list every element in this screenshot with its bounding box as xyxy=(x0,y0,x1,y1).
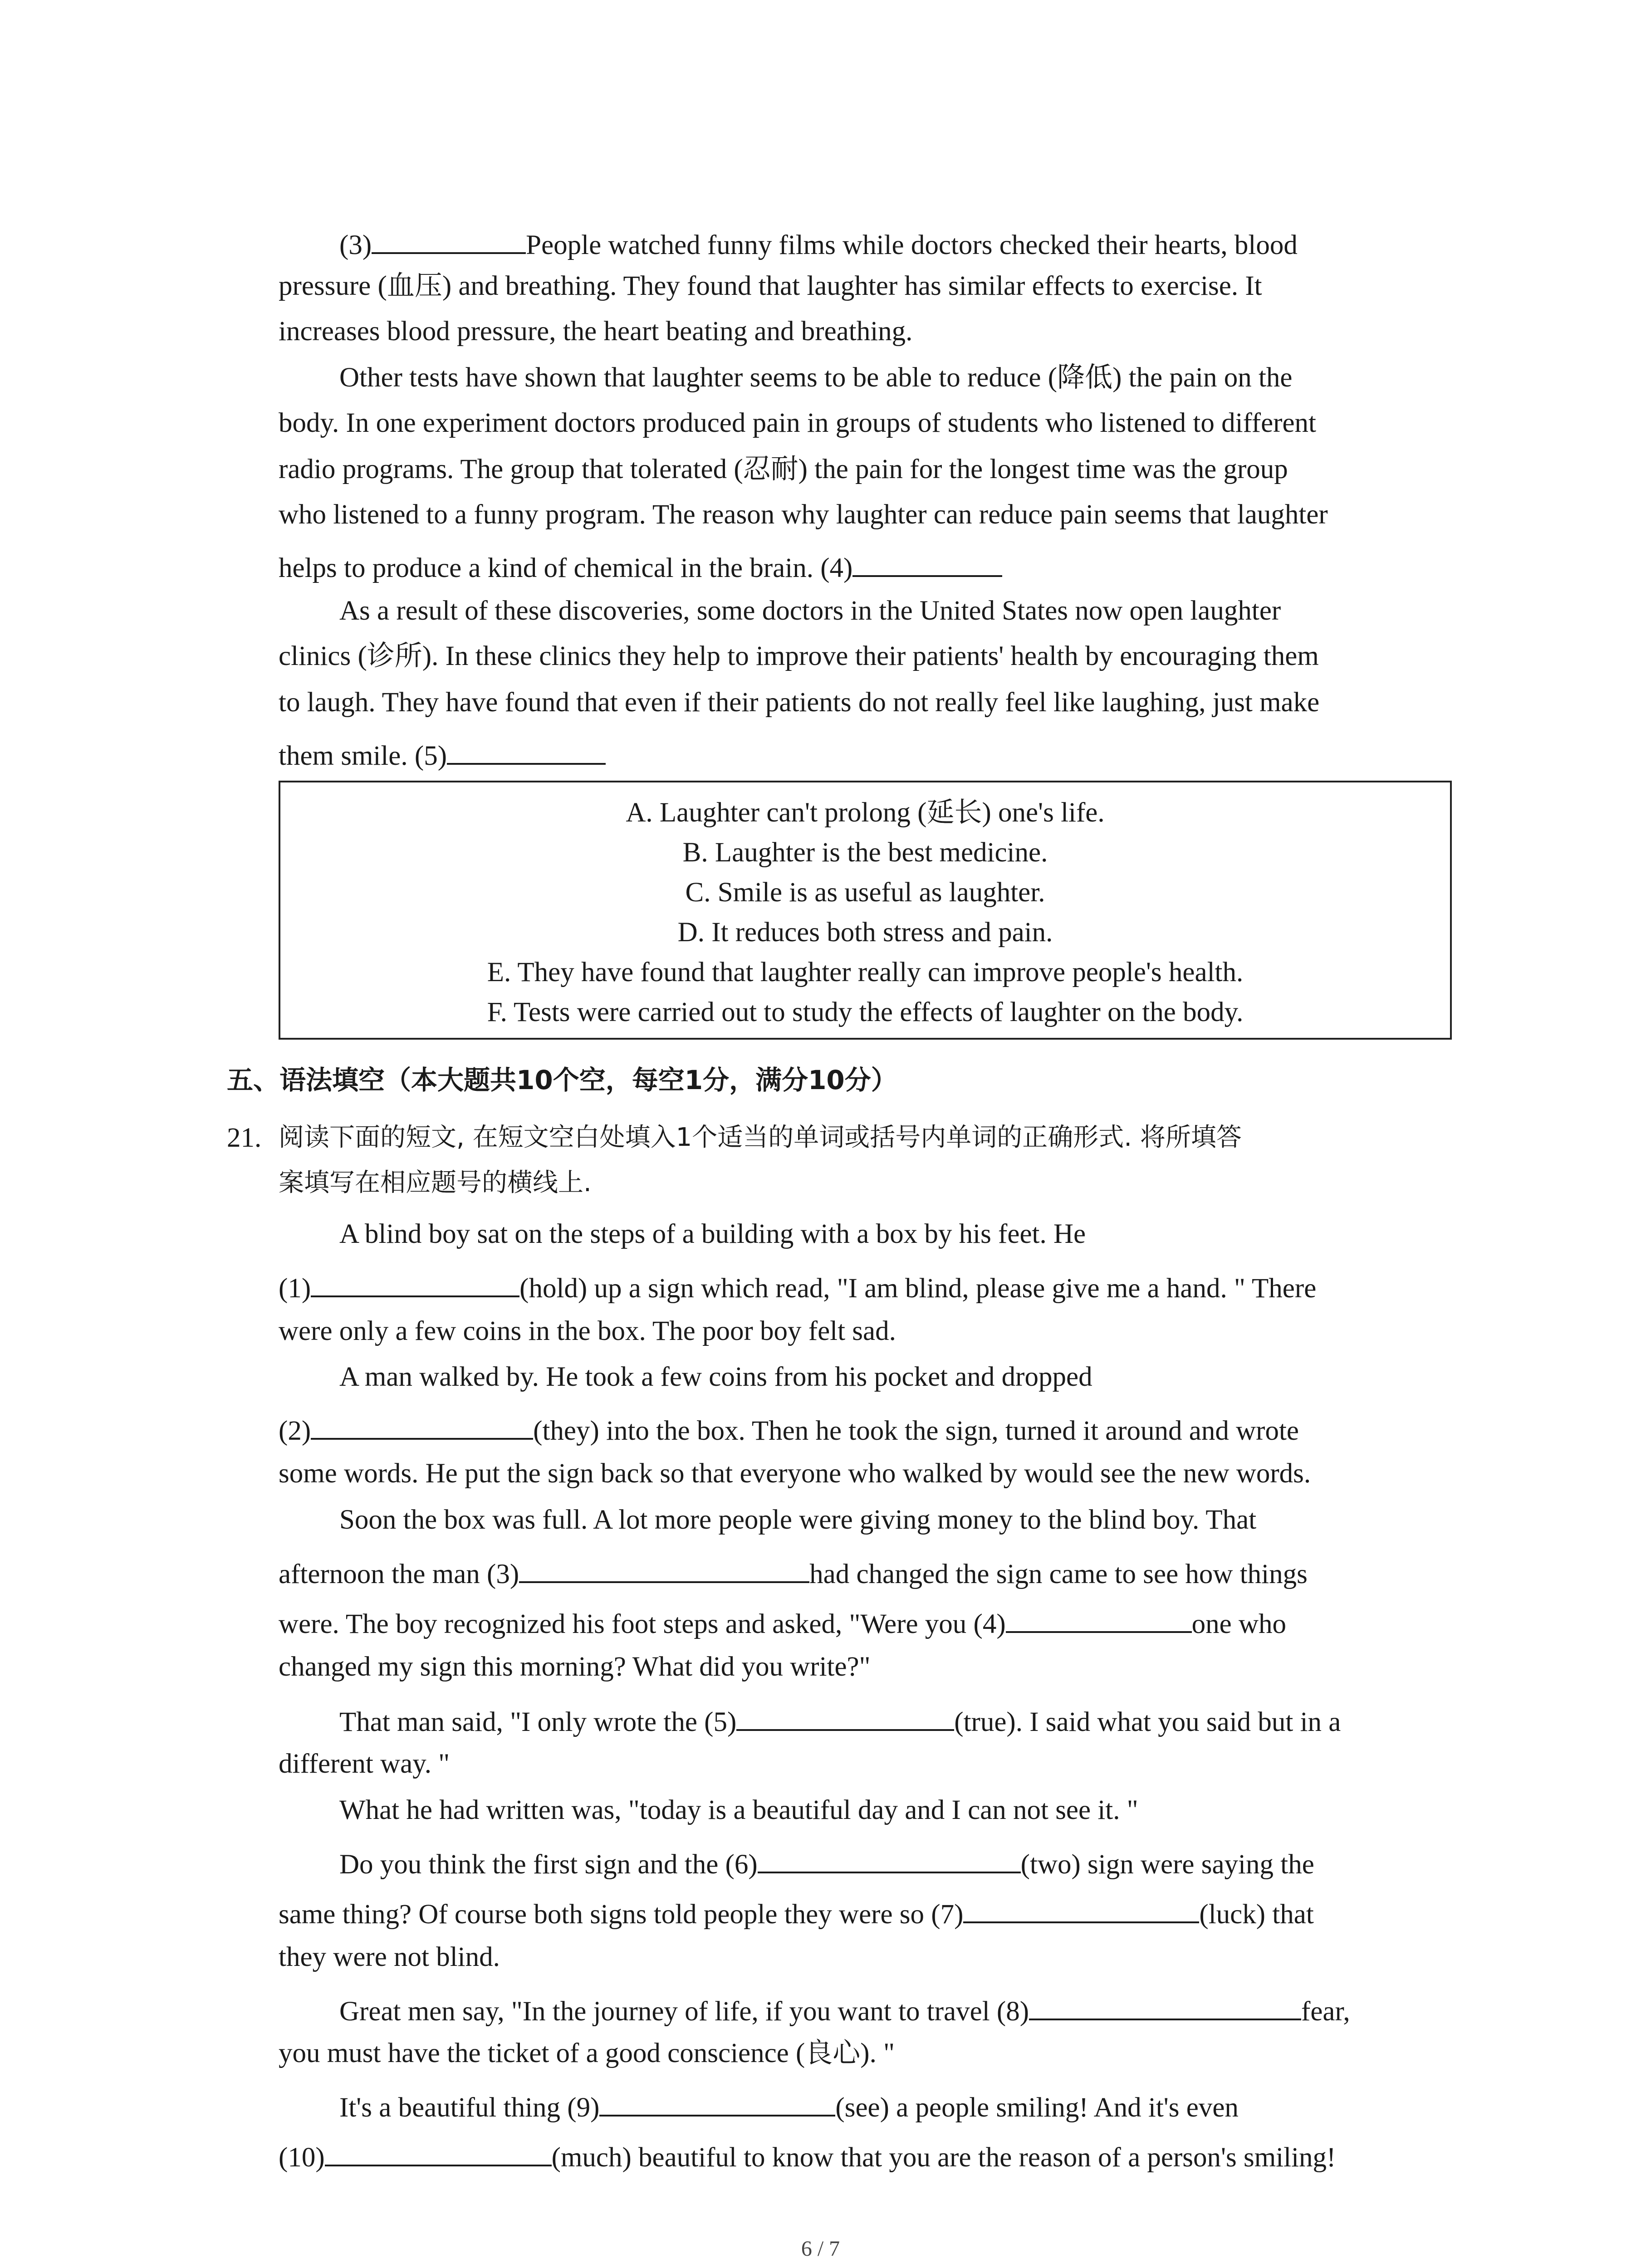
p2-line-8: afternoon the man (3) had changed the sign came to see how things xyxy=(279,1556,1308,1588)
page-number: 6 / 7 xyxy=(801,2237,840,2261)
p2-line-20: (10) (much) beautiful to know that you are the reason of a person's smiling! xyxy=(279,2139,1336,2171)
p2-line-15: same thing? Of course both signs told people they were so (7) (luck) that xyxy=(279,1896,1314,1928)
p2-line-14: Do you think the first sign and the (6) (two) sign were saying the xyxy=(339,1846,1314,1878)
p2-line-2: (1) (hold) up a sign which read, "I am blind, please give me a hand. " There xyxy=(279,1270,1316,1302)
question-number: 21. xyxy=(227,1123,262,1153)
answer-blank-g10[interactable] xyxy=(325,2139,552,2166)
p2-line-10: changed my sign this morning? What did you write?" xyxy=(279,1652,871,1682)
instructions-line-1: 阅读下面的短文, 在短文空白处填入1个适当的单词或括号内单词的正确形式. 将所填答 xyxy=(279,1123,1242,1152)
p2-line-11: That man said, "I only wrote the (5) (true). I said what you said but in a xyxy=(339,1704,1341,1736)
p2-line-12: different way. " xyxy=(279,1749,450,1779)
p1-line-10: clinics (诊所). In these clinics they help to improve their patients' health by encouraging them xyxy=(279,641,1319,671)
p1-line-9: As a result of these discoveries, some doctors in the United States now open laughter xyxy=(339,596,1281,626)
p2-line-16: they were not blind. xyxy=(279,1942,500,1972)
p1-line-3: increases blood pressure, the heart beating and breathing. xyxy=(279,316,913,347)
p2-line-4: A man walked by. He took a few coins from his pocket and dropped xyxy=(339,1362,1092,1392)
p1-line-7: who listened to a funny program. The reason why laughter can reduce pain seems that laughter xyxy=(279,499,1328,530)
option-f: F. Tests were carried out to study the effects of laughter on the body. xyxy=(487,997,1244,1027)
p2-line-17: Great men say, "In the journey of life, if you want to travel (8) fear, xyxy=(339,1993,1350,2025)
option-b: B. Laughter is the best medicine. xyxy=(682,837,1048,868)
section-heading: 五、语法填空（本大题共10个空，每空1分，满分10分） xyxy=(227,1065,897,1095)
answer-blank-g7[interactable] xyxy=(963,1896,1199,1923)
answer-blank-5[interactable] xyxy=(447,738,606,765)
option-a: A. Laughter can't prolong (延长) one's life. xyxy=(626,797,1105,828)
p2-line-5: (2) (they) into the box. Then he took the sign, turned it around and wrote xyxy=(279,1413,1299,1445)
answer-blank-3[interactable] xyxy=(372,227,526,254)
p2-line-18: you must have the ticket of a good conscience (良心). " xyxy=(279,2038,895,2068)
p1-line-12: them smile. (5) xyxy=(279,738,606,770)
p1-line-8: helps to produce a kind of chemical in the brain. (4) xyxy=(279,550,1002,582)
answer-blank-g2[interactable] xyxy=(311,1413,533,1440)
p2-line-6: some words. He put the sign back so that everyone who walked by would see the new words. xyxy=(279,1458,1311,1489)
answer-blank-g9[interactable] xyxy=(599,2089,835,2116)
instructions-line-2: 案填写在相应题号的横线上. xyxy=(279,1168,592,1198)
options-box xyxy=(279,781,1452,1040)
answer-blank-g4[interactable] xyxy=(1006,1606,1192,1633)
answer-blank-4[interactable] xyxy=(852,550,1002,577)
p2-line-3: were only a few coins in the box. The poor boy felt sad. xyxy=(279,1316,896,1346)
p1-line-4: Other tests have shown that laughter seems to be able to reduce (降低) the pain on the xyxy=(339,362,1293,393)
p1-line-6: radio programs. The group that tolerated (忍耐) the pain for the longest time was the group xyxy=(279,454,1288,484)
p2-line-9: were. The boy recognized his foot steps and asked, "Were you (4) one who xyxy=(279,1606,1286,1638)
p1-line-5: body. In one experiment doctors produced pain in groups of students who listened to different xyxy=(279,408,1316,438)
p1-line-11: to laugh. They have found that even if their patients do not really feel like laughing, just make xyxy=(279,687,1320,718)
option-d: D. It reduces both stress and pain. xyxy=(677,917,1053,948)
p2-line-19: It's a beautiful thing (9) (see) a people smiling! And it's even xyxy=(339,2089,1239,2121)
p1-line-1: (3) People watched funny films while doctors checked their hearts, blood xyxy=(339,227,1298,259)
answer-blank-g3[interactable] xyxy=(519,1556,809,1583)
option-c: C. Smile is as useful as laughter. xyxy=(685,877,1045,908)
answer-blank-g5[interactable] xyxy=(736,1704,954,1731)
answer-blank-g1[interactable] xyxy=(311,1270,519,1297)
answer-blank-g8[interactable] xyxy=(1029,1993,1301,2020)
p2-line-7: Soon the box was full. A lot more people were giving money to the blind boy. That xyxy=(339,1505,1257,1535)
p2-line-13: What he had written was, "today is a beautiful day and I can not see it. " xyxy=(339,1795,1138,1825)
p1-line-2: pressure (血压) and breathing. They found that laughter has similar effects to exercise. It xyxy=(279,271,1262,301)
answer-blank-g6[interactable] xyxy=(758,1846,1021,1873)
option-e: E. They have found that laughter really can improve people's health. xyxy=(487,957,1244,987)
p2-line-1: A blind boy sat on the steps of a building with a box by his feet. He xyxy=(339,1219,1086,1249)
